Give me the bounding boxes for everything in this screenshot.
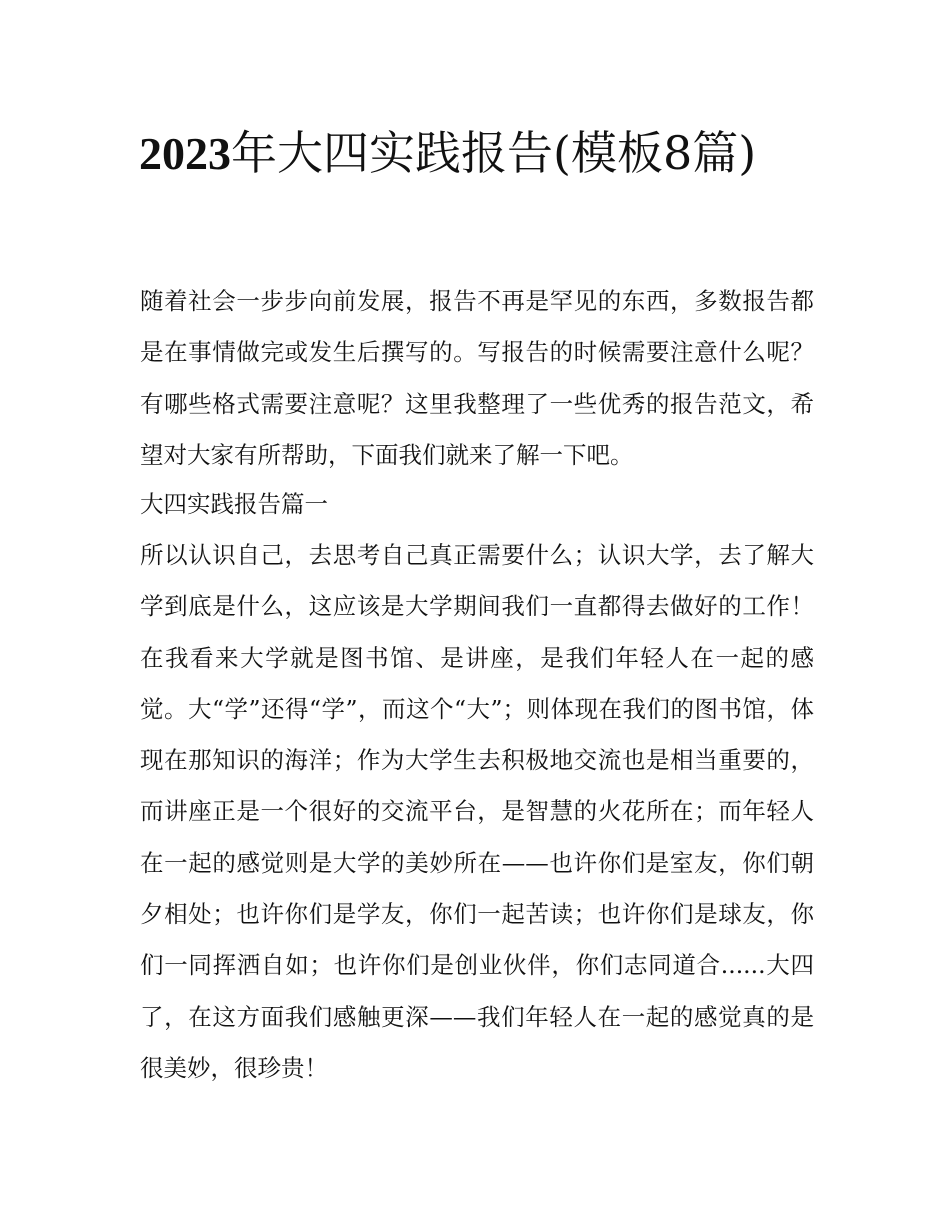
title-text: 年大四实践报告(模板8篇) bbox=[231, 126, 757, 180]
intro-paragraph: 随着社会一步步向前发展，报告不再是罕见的东西，多数报告都是在事情做完或发生后撰写的。写报告的时候需要注意什么呢？有哪些格式需要注意呢？这里我整理了一些优秀的报告范文，希望对大家有所帮助，下面我们就来了解一下吧。 bbox=[140, 287, 814, 469]
section-paragraph: 所以认识自己，去思考自己真正需要什么；认识大学，去了解大学到底是什么，这应该是大学期间我们一直都得去做好的工作！在我看来大学就是图书馆、是讲座，是我们年轻人在一起的感觉。大“学”还得“学”，而这个“大”；则体现在我们的图书馆，体现在那知识的海洋；作为大学生去积极地交流也是相当重要的，而讲座正是一个很好的交流平台，是智慧的火花所在；而年轻人在一起的感觉则是大学的美妙所在——也许你们是室友，你们朝夕相处；也许你们是学友，你们一起苦读；也许你们是球友，你们一同挥洒自如；也许你们是创业伙伴，你们志同道合......大四了，在这方面我们感触更深——我们年轻人在一起的感觉真的是很美妙，很珍贵！ bbox=[140, 541, 814, 1082]
title-year: 2023 bbox=[139, 128, 231, 179]
document-title bbox=[139, 116, 819, 191]
section-heading: 大四实践报告篇一 bbox=[140, 490, 328, 518]
